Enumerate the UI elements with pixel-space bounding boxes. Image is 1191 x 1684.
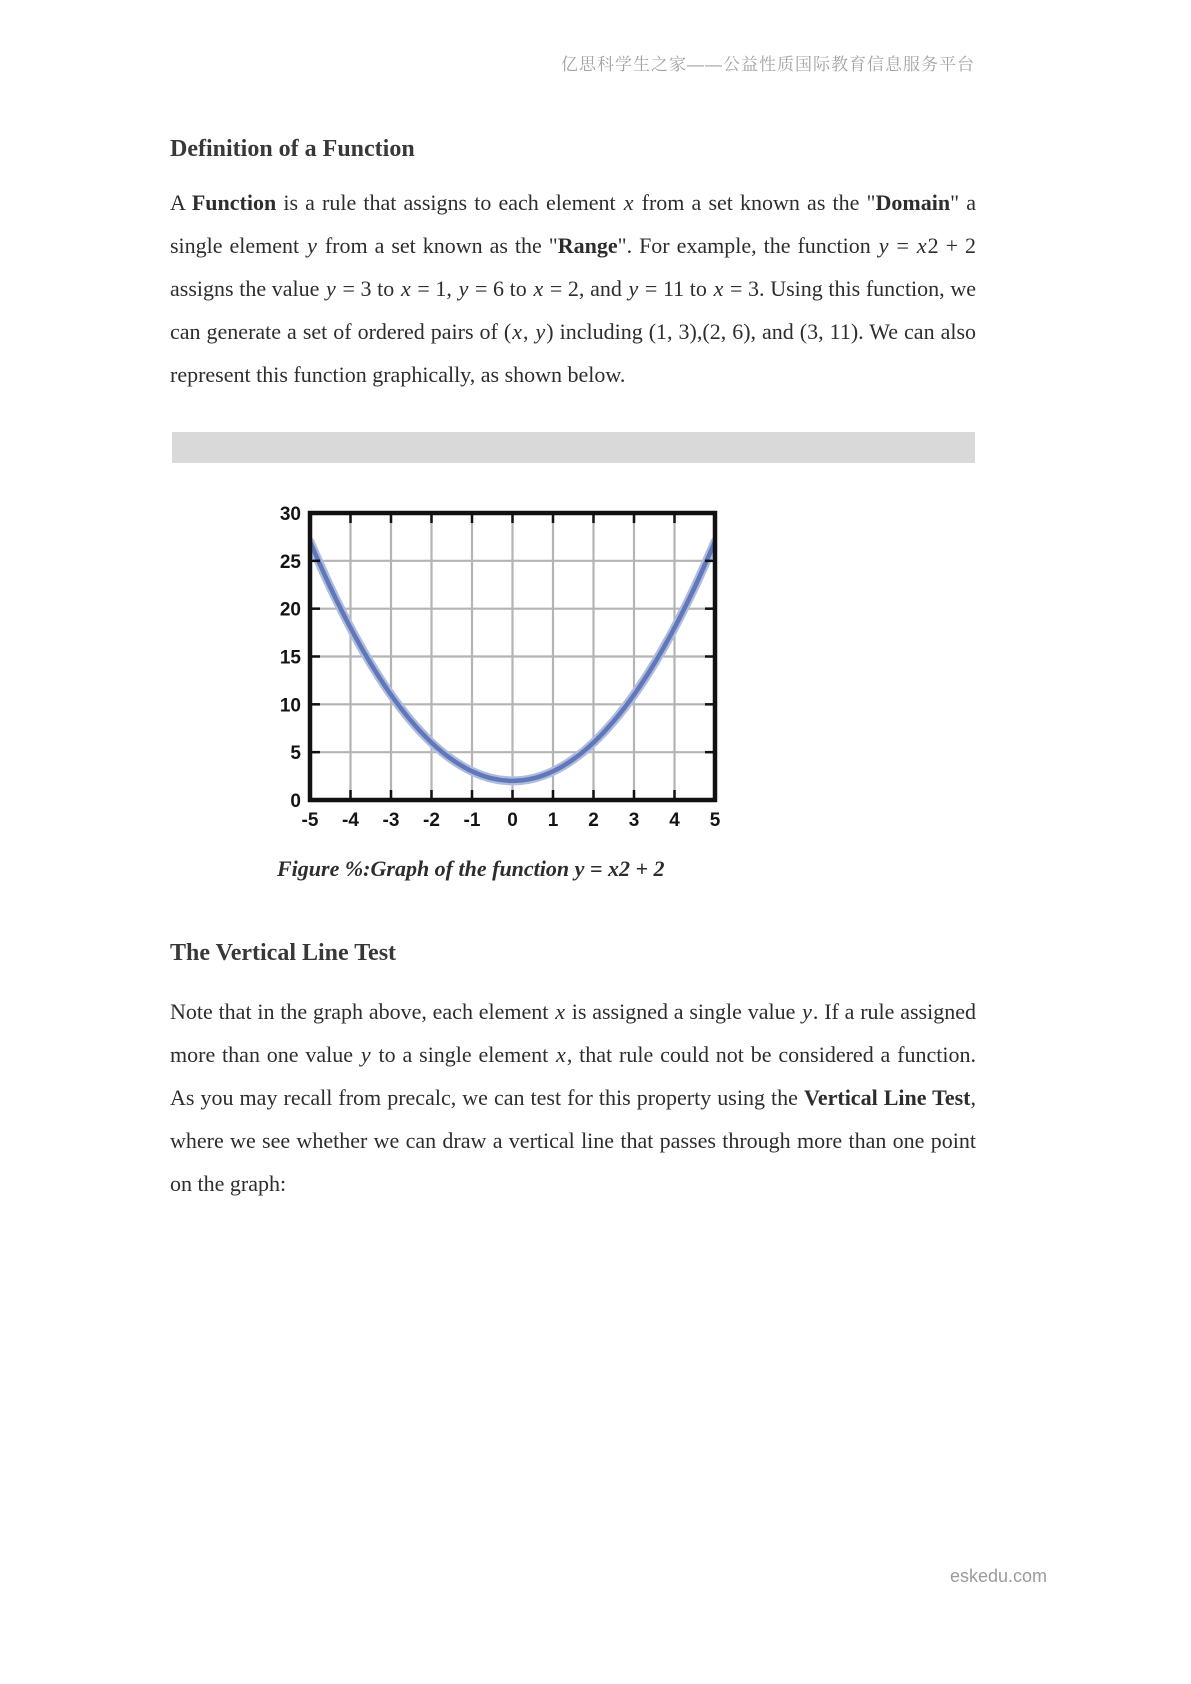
text-run: is assigned a single value <box>565 999 802 1024</box>
text-run: from a set known as the " <box>317 233 558 258</box>
text-run: = 11 to <box>639 276 713 301</box>
bold-text: Function <box>191 190 277 215</box>
text-run: to a single element <box>371 1042 556 1067</box>
x-axis-label: 4 <box>669 810 680 831</box>
page-footer-text: eskedu.com <box>949 1566 1047 1586</box>
italic-variable: y <box>458 276 469 301</box>
highlight-bar <box>172 432 975 463</box>
italic-variable: y <box>802 999 812 1024</box>
text-run: , <box>522 319 535 344</box>
function-graph-svg <box>255 465 735 840</box>
text-run: from a set known as the " <box>634 190 876 215</box>
paragraph-vertical-line-test <box>170 990 976 1205</box>
bold-text: Range <box>557 233 618 258</box>
italic-variable: y <box>535 319 546 344</box>
italic-variable: x <box>556 1042 566 1067</box>
x-axis-label: -2 <box>423 810 440 831</box>
italic-variable: y <box>326 276 336 301</box>
text-run: . If a rule assigned more than one value <box>170 999 976 1067</box>
text-run: = 3 to <box>336 276 400 301</box>
section-title-vertical-line-test: The Vertical Line Test <box>170 940 397 966</box>
y-axis-label: 0 <box>290 791 301 812</box>
figure-caption: Figure %:Graph of the function y = x2 + 2 <box>277 856 665 881</box>
y-axis-label: 5 <box>290 743 301 765</box>
italic-variable: x <box>400 276 411 301</box>
text-run: ". For example, the function <box>617 233 878 258</box>
x-axis-label: -1 <box>463 810 481 831</box>
text-run: , that rule could not be considered a function. As you may recall from precalc, we can test for this property using the <box>170 1042 976 1110</box>
italic-variable: y <box>360 1042 371 1067</box>
x-axis-label: -5 <box>301 810 319 831</box>
bold-text: Domain <box>875 190 951 215</box>
x-axis-label: -3 <box>382 810 400 831</box>
text-run: Note that in the graph above, each element <box>170 999 555 1024</box>
y-axis-label: 25 <box>279 551 301 573</box>
italic-variable: y <box>307 233 317 258</box>
italic-variable: x <box>713 276 724 301</box>
y-axis-label: 15 <box>279 647 301 669</box>
x-axis-label: 3 <box>628 810 640 831</box>
italic-variable: y <box>628 276 639 301</box>
y-axis-label: 20 <box>279 599 301 621</box>
text-run: = 3. Using this function, we can generate a set of ordered pairs of ( <box>170 276 976 344</box>
y-axis-label: 10 <box>279 695 301 717</box>
bold-text: Vertical Line Test <box>803 1085 971 1110</box>
text-run: A <box>170 190 192 215</box>
italic-variable: x <box>555 999 565 1024</box>
function-graph <box>255 465 735 840</box>
italic-variable: x <box>916 233 927 258</box>
x-axis-label: 0 <box>507 810 518 831</box>
x-axis-label: 2 <box>588 810 599 831</box>
text-run: , where we see whether we can draw a vertical line that passes through more than one point on the graph: <box>170 1085 976 1196</box>
italic-variable: x <box>512 319 522 344</box>
page-header-text: 亿思科学生之家——公益性质国际教育信息服务平台 <box>561 55 975 74</box>
italic-variable: x <box>533 276 544 301</box>
x-axis-label: 1 <box>547 810 559 831</box>
text-run: " a single element <box>170 190 976 258</box>
italic-variable: y <box>878 233 889 258</box>
section-title-definition: Definition of a Function <box>170 136 415 162</box>
text-run: ) including (1, 3),(2, 6), and (3, 11). We can also represent this function graphically, as shown below. <box>170 319 977 387</box>
x-axis-label: 5 <box>709 810 721 831</box>
text-run: is a rule that assigns to each element <box>276 190 623 215</box>
text-run: = 2, and <box>544 276 628 301</box>
y-axis-label: 30 <box>279 504 301 525</box>
paragraph-definition <box>170 181 976 396</box>
italic-variable: x <box>623 190 634 215</box>
text-run: = <box>889 233 916 258</box>
text-run: 2 + 2 assigns the value <box>170 233 976 301</box>
text-run: = 1, <box>411 276 458 301</box>
text-run: = 6 to <box>469 276 533 301</box>
x-axis-label: -4 <box>342 810 359 831</box>
